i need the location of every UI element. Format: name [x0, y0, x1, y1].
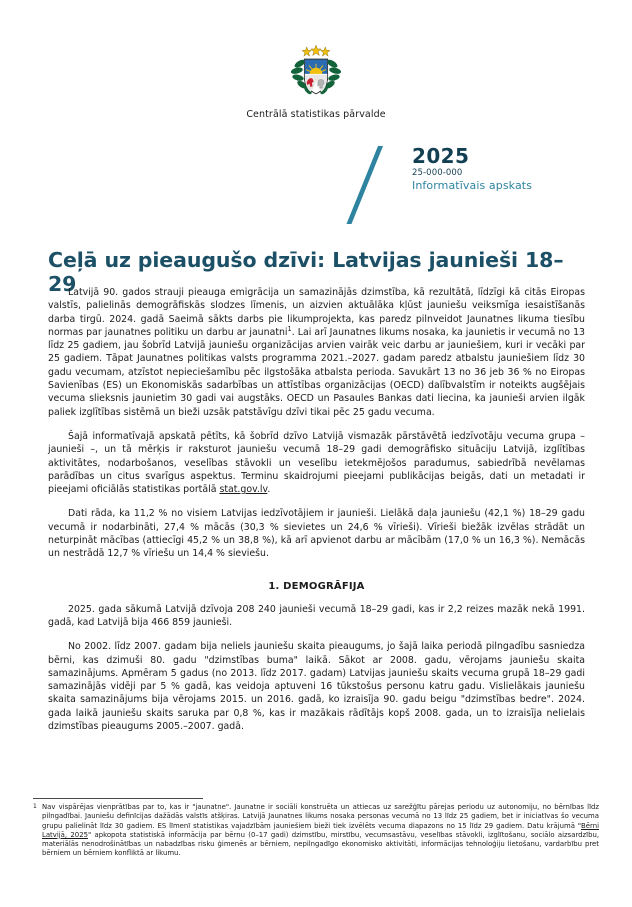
- paragraph-demography-1: 2025. gada sākumā Latvijā dzīvoja 208 240 jaunieši vecumā 18–29 gadi, kas ir 2,2 reizes mazāk nekā 1991. gadā, kad Latvijā bija 466 859 jaunieši.: [48, 603, 585, 628]
- footnote-separator: [33, 798, 203, 799]
- document-body: [48, 286, 585, 733]
- organization-name: Centrālā statistikas pārvalde: [246, 109, 386, 120]
- footnote-area: [33, 798, 599, 859]
- masthead: [0, 0, 632, 120]
- stat-gov-lv-link[interactable]: stat.gov.lv: [219, 484, 268, 496]
- diagonal-accent-rule: [346, 146, 383, 224]
- issue-text: [412, 146, 532, 192]
- footnote-marker: 1: [33, 803, 37, 810]
- scope-text-before-link: Šajā informatīvajā apskatā pētīts, kā šobrīd dzīvo Latvijā vismazāk pārstāvētā iedzīvotāju vecuma grupa – jaunieši –, un tā mērķis ir raksturot jauniešu vecumā 18–29 gadi demogrāfisko situāciju Latvijā, izglītības aktivitātes, nodarbošanos, veselības stāvokli un veselību ietekmējošos paradumus, sabiedrībā nevēlamas parādības un citus svarīgus aspektus. Terminu skaidrojumi pieejami publikācijas beigās, dati un metadati ir pieejami oficiālās statistikas portālā: [48, 430, 585, 496]
- scope-text-after-link: .: [267, 484, 271, 496]
- intro-text-after-footnote-ref: . Lai arī Jaunatnes likums nosaka, ka jaunietis ir vecumā no 13 līdz 25 gadiem, jau šobrīd Latvijā jauniešu organizācijas arvien vairāk veic darbu ar jauniešiem, kuri ir vecāki par 25 gadiem. Tāpat Jaunatnes politikas valsts programma 2021.–2027. gadam paredz atbalstu jauniešiem līdz 30 gadu vecumam, atzīstot nepieciešamību pēc ilgstošāka atbalsta perioda. Savukārt 13 no 36 jeb 36 % no Eiropas Savienības (ES) un Ekonomiskās sadarbības un attīstības organizācijas (OECD) dalībvalstīm ir noteikts augšējais vecuma slieksnis jaunietim 30 gadi vai augstāks. OECD un Pasaules Bankas dati liecina, ka jaunieši arvien ilgāk paliek izglītības sistēmā un bieži uzsāk patstāvīgu dzīvi tikai pēc 25 gadu vecuma.: [48, 326, 586, 418]
- section-heading-demography: 1. DEMOGRĀFIJA: [268, 580, 365, 592]
- paragraph-scope: [48, 430, 585, 496]
- paragraph-intro: [48, 286, 585, 419]
- footnote-1: [33, 803, 599, 859]
- issue-kind: Informatīvais apskats: [412, 179, 533, 192]
- berni-latvija-2025-link[interactable]: Bērni Latvijā, 2025: [42, 821, 599, 839]
- issue-year: 2025: [412, 144, 470, 168]
- paragraph-key-figures: Dati rāda, ka 11,2 % no visiem Latvijas iedzīvotājiem ir jaunieši. Lielākā daļa jauniešu (42,1 %) 18–29 gadu vecumā ir nodarbināti, 27,4 % mācās (30,3 % sievietes un 24,6 % vīrieši). Vīrieši biežāk izvēlas strādāt un neturpināt mācības (attiecīgi 45,2 % un 38,8 %), kā arī apvienot darbu ar mācībām (17,0 % un 16,3 %). Nemācās un nestrādā 12,7 % vīriešu un 14,4 % sieviešu.: [48, 508, 585, 560]
- issue-code: 25-000-000: [412, 168, 463, 178]
- footnote-text-after-link: " apkopota statistiskā informācija par bērnu (0–17 gadi) dzimstību, mirstību, vecumsastāvu, veselības stāvokli, izglītošanu, sociālo aizsardzību, materiālās nenodrošinātības un nabadzības risku ģimenēs ar bērniem, nepilngadīgo ekonomisko aktivitāti, informācijas tehnoloģiju lietošanu, vardarbību pret bērniem un bērniem konfliktā ar likumu.: [42, 830, 600, 858]
- footnote-text-before-link: Nav vispārējas vienprātības par to, kas ir "jaunatne". Jaunatne ir sociāli konstruēta un attiecas uz sarežģītu pārejas periodu uz autonomiju, no bērnības līdz pilngadībai. Jauniešu definīcijas dažādās valstīs atšķiras. Latvijā Jaunatnes likums nosaka personas vecumā no 13 līdz 25 gadiem, bet ir iniciatīvas šo vecuma grupu palielināt līdz 30 gadiem. ES līmenī statistikas vajadzībām jauniešiem bieži tiek izvēlēts vecuma diapazons no 15 līdz 29 gadiem. Datu krājumā ": [42, 803, 599, 830]
- page-title: Ceļā uz pieaugušo dzīvi: Latvijas jaunieši 18–29: [48, 247, 564, 296]
- paragraph-demography-2: No 2002. līdz 2007. gadam bija neliels jauniešu skaita pieaugums, jo šajā laika periodā pilngadību sasniedza bērni, kas dzimuši 80. gadu "dzimstības buma" laikā. Sākot ar 2008. gadu, vērojams jauniešu skaita samazinājums. Apmēram 5 gadus (no 2013. līdz 2017. gadam) Latvijas jauniešu skaits vecuma grupā 18–29 gadi samazinājās vidēji par 5 % gadā, kas veidoja aptuveni 16 tūkstošus personu katru gadu. Vislielākais jauniešu skaita samazinājums bija vērojams 2015. un 2016. gadā, ko izraisīja 90. gadu beigu "dzimstības bedre". 2024. gada laikā jauniešu skaits saruka par 0,8 %, kas ir mazākais rādītājs kopš 2008. gada, un to izraisīja nelielais dzimstības pieaugums 2005.–2007. gadā.: [48, 641, 585, 733]
- latvia-coat-of-arms-icon: [287, 44, 345, 102]
- footnote-reference[interactable]: 1: [287, 324, 292, 333]
- intro-text-before-footnote-ref: Latvijā 90. gados strauji pieauga emigrācija un samazinājās dzimstība, kā rezultātā, līdzīgi kā citās Eiropas valstīs, palielinās demogrāfiskās slodzes līmenis, un aizvien aktuālāka kļūst jauniešu veiksmīga iesaistīšanās darba tirgū. 2024. gadā Saeimā sākts darbs pie likumprojekta, kas paredz pilnveidot Jaunatnes likuma tiesību normas par jaunatnes politiku un darbu ar jaunatni: [48, 287, 585, 338]
- issue-block: [378, 146, 588, 218]
